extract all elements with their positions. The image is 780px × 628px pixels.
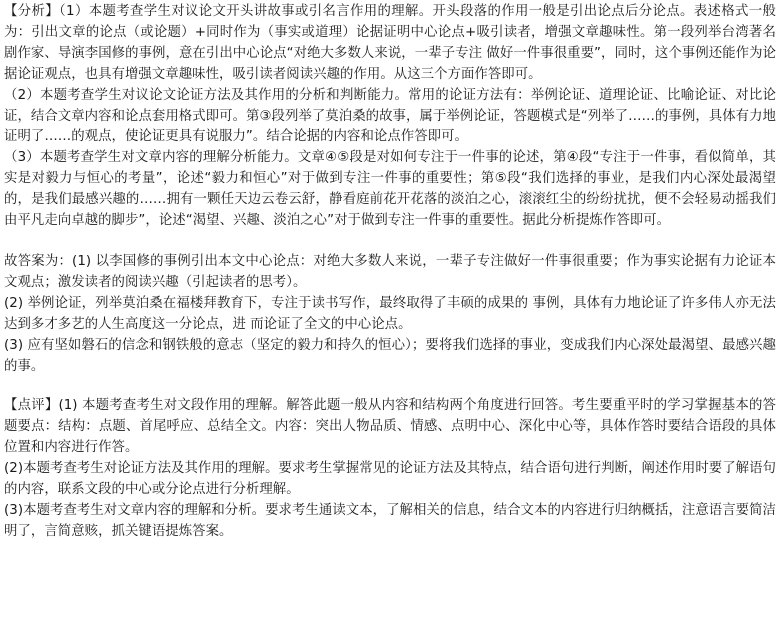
answer-paragraph-1: 故答案为：(1) 以李国修的事例引出本文中心论点：对绝大多数人来说，一辈子专注做好一件事很重要；作为事实论据有力论证本文观点；激发读者的阅读兴趣（引起读者的思考）。 [4, 253, 776, 290]
section-spacer [4, 377, 776, 396]
answer-paragraph-2: (2) 举例论证，列举莫泊桑在福楼拜教育下，专注于读书写作，最终取得了丰硕的成果的 事例，具体有力地论证了许多伟人亦无法达到多才多艺的人生高度这一分论点，进 而论证了全文的中心论点。 [4, 295, 776, 332]
comment-section [4, 396, 776, 542]
answer-paragraph-3: (3) 应有坚如磐石的信念和钢铁般的意志（坚定的毅力和持久的恒心）；要将我们选择的事业，变成我们内心深处最渴望、最感兴趣的事。 [4, 337, 776, 374]
comment-paragraph-1: 【点评】(1) 本题考查考生对文段作用的理解。解答此题一般从内容和结构两个角度进行回答。考生要重平时的学习掌握基本的答题要点：结构：点题、首尾呼应、总结全文。内容：突出人物品质、情感、点明中心、深化中心等，具体作答时要结合语段的具体位置和内容进行作答。 [4, 398, 776, 456]
comment-paragraph-3: (3)本题考查考生对文章内容的理解和分析。要求考生通读文本，了解相关的信息，结合文本的内容进行归纳概括，注意语言要简洁明了，言简意赅，抓关键语提炼答案。 [4, 502, 776, 539]
comment-paragraph-2: (2)本题考查考生对论证方法及其作用的理解。要求考生掌握常见的论证方法及其特点，结合语句进行判断，阐述作用时要了解语句的内容，联系文段的中心或分论点进行分析理解。 [4, 461, 776, 498]
answer-section [4, 252, 776, 377]
analysis-paragraph-3: （3）本题考查学生对文章内容的理解分析能力。文章④⑤段是对如何专注于一件事的论述，第④段“专注于一件事，看似简单，其实是对毅力与恒心的考量”，论述“毅力和恒心”对于做到专注一件事的重要性；第⑤段“我们选择的事业，是我们内心深处最渴望的，是我们最感兴趣的……拥有一颗任天边云卷云舒，静看庭前花开花落的淡泊之心，滚滚红尘的纷纷扰扰，便不会轻易动摇我们由平凡走向卓越的脚步”，论述“渴望、兴趣、淡泊之心”对于做到专注一件事的重要性。据此分析提炼作答即可。 [4, 150, 776, 229]
analysis-section [4, 2, 776, 232]
section-spacer [4, 232, 776, 252]
analysis-paragraph-2: （2）本题考查学生对议论文论证方法及其作用的分析和判断能力。常用的论证方法有：举例论证、道理论证、比喻论证、对比论证，结合文章内容和论点套用格式即可。第③段列举了莫泊桑的故事，属于举例论证，答题模式是“列举了……的事例，具体有力地证明了……的观点，使论证更具有说服力”。结合论据的内容和论点作答即可。 [4, 87, 776, 145]
analysis-paragraph-1: 【分析】（1）本题考查学生对议论文开头讲故事或引名言作用的理解。开头段落的作用一般是引出论点后分论点。表述格式一般为：引出文章的论点（或论题）+同时作为（事实或道理）论据证明中心论点+吸引读者，增强文章趣味性。第一段列举台湾著名剧作家、导演李国修的事例，意在引出中心论点“对绝大多数人来说，一辈子专注 做好一件事很重要”，同时，这个事例还能作为论据论证观点，也具有增强文章趣味性，吸引读者阅读兴趣的作用。从这三个方面作答即可。 [4, 4, 776, 82]
